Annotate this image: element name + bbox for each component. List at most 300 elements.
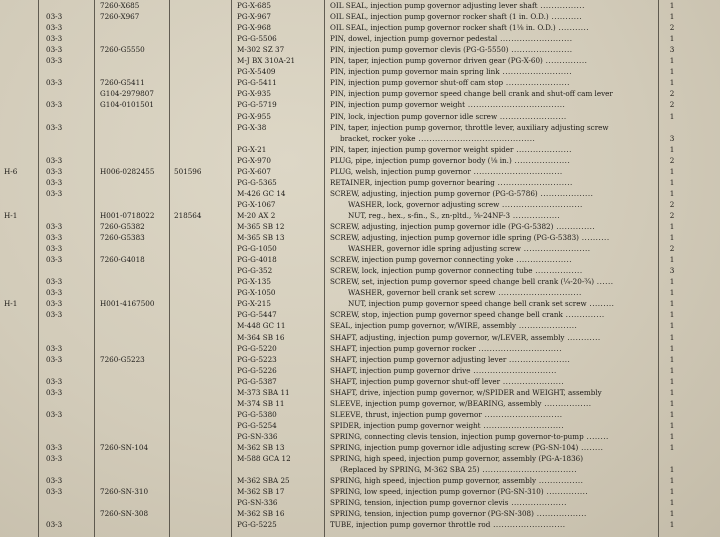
table-row <box>0 321 720 331</box>
part-number: M-373 SBA 11 <box>237 387 290 397</box>
dot-leader: ............................. <box>480 420 565 430</box>
part-number: PG-G-4018 <box>237 255 277 265</box>
part-description <box>330 288 652 298</box>
dot-leader: ...................... <box>506 354 571 364</box>
part-description <box>330 45 652 55</box>
dot-leader: .............................. <box>470 365 557 375</box>
part-number: M-365 SB 12 <box>237 222 285 231</box>
part-number: PG-X-607 <box>237 166 271 176</box>
table-row <box>0 222 720 232</box>
dot-leader: ................................ <box>470 166 563 176</box>
dot-leader: .......... <box>578 233 610 243</box>
manufacturer-part-number: G104-0101501 <box>100 100 154 110</box>
quantity: 1 <box>669 1 675 10</box>
part-description <box>330 399 652 409</box>
part-number: M-364 SB 16 <box>237 332 285 342</box>
description-text: PIN, injection pump governor shut-off cam stop <box>330 78 504 88</box>
manufacturer-part-number: H006-0282455 <box>100 166 155 176</box>
part-number: PG-X-5409 <box>237 67 276 77</box>
manufacturer-part-number: 7260-G5411 <box>100 78 145 88</box>
table-row <box>0 134 720 144</box>
description-text: PIN, injection pump governor weight <box>330 100 466 110</box>
group-number: 03-3 <box>46 288 63 298</box>
description-text: SPRING, tension, injection pump governor clevis <box>330 498 509 508</box>
table-row <box>0 34 720 44</box>
table-row <box>0 487 720 497</box>
quantity: 1 <box>669 222 675 231</box>
table-row <box>0 310 720 320</box>
quantity: 1 <box>669 343 675 353</box>
description-text: SPRING, high speed, injection pump governor, assembly <box>330 476 537 486</box>
table-row <box>0 255 720 265</box>
group-number: 03-3 <box>46 454 63 464</box>
dot-leader: .................... <box>508 498 567 508</box>
part-description <box>330 277 652 287</box>
dot-leader: ........... <box>555 23 590 33</box>
table-row <box>0 299 720 309</box>
table-row <box>0 443 720 453</box>
part-number: PG-X-38 <box>237 122 267 132</box>
quantity: 1 <box>669 376 675 386</box>
part-number: M-20 AX 2 <box>237 210 276 220</box>
quantity: 1 <box>669 487 675 497</box>
part-number: PG-X-685 <box>237 1 271 10</box>
quantity: 1 <box>669 111 675 121</box>
part-description <box>330 156 652 166</box>
description-text: SPRING, high speed, injection pump governor, assembly (PG-A-1836) <box>330 454 584 464</box>
description-text: PIN, taper, injection pump governor, throttle lever, auxiliary adjusting screw <box>330 122 609 132</box>
table-row <box>0 167 720 177</box>
part-description <box>330 388 652 398</box>
part-description <box>330 443 652 453</box>
manufacturer-part-number: 7260-G5382 <box>100 222 145 231</box>
description-text: bracket, rocker yoke <box>340 133 416 143</box>
group-number: 03-3 <box>46 34 63 44</box>
part-number: PG-X-968 <box>237 23 271 33</box>
part-number: PG-G-5380 <box>237 409 277 419</box>
part-number: PG-X-955 <box>237 111 271 121</box>
part-number: M-365 SB 13 <box>237 233 285 243</box>
quantity: 1 <box>669 476 675 486</box>
table-row <box>0 520 720 530</box>
table-row <box>0 432 720 442</box>
part-number: PG-G-5719 <box>237 100 277 110</box>
part-description <box>330 255 652 265</box>
table-row <box>0 23 720 33</box>
dot-leader: ........................ <box>520 244 591 254</box>
part-number: PG-G-5506 <box>237 34 277 44</box>
dot-leader: ...................... <box>500 376 565 386</box>
table-row <box>0 377 720 387</box>
manufacturer-part-number: 7260-SN-310 <box>100 487 149 497</box>
table-row <box>0 410 720 420</box>
table-row <box>0 1 720 11</box>
part-description <box>330 134 652 144</box>
part-number: PG-X-135 <box>237 277 271 287</box>
description-text: SCREW, lock, injection pump governor connecting tube <box>330 266 533 276</box>
part-number: M-374 SB 11 <box>237 398 285 408</box>
dot-leader: .................... <box>513 255 573 265</box>
description-text: PIN, dowel, injection pump governor pedestal <box>330 34 498 44</box>
table-row <box>0 454 720 464</box>
description-text: OIL SEAL, injection pump governor rocker shaft (1 in. O.D.) <box>330 12 549 22</box>
part-number: PG-SN-336 <box>237 498 278 508</box>
dot-leader: ........ <box>583 431 609 441</box>
part-number: PG-G-5225 <box>237 520 277 530</box>
part-description <box>330 89 652 99</box>
table-row <box>0 89 720 99</box>
part-description <box>330 465 652 475</box>
part-description <box>330 1 652 11</box>
part-description <box>330 233 652 243</box>
quantity: 1 <box>669 509 675 519</box>
group-number: 03-3 <box>46 56 63 66</box>
description-text: SHAFT, drive, injection pump governor, w/SPIDER and WEIGHT, assembly <box>330 387 602 397</box>
quantity: 1 <box>669 166 675 176</box>
group-number: 03-3 <box>46 244 63 254</box>
quantity: 1 <box>669 420 675 430</box>
dot-leader: ............... <box>542 56 588 66</box>
group-number: 03-3 <box>46 520 63 530</box>
group-number: 03-3 <box>46 155 63 165</box>
dot-leader: .................... <box>511 155 571 165</box>
quantity: 3 <box>669 266 675 276</box>
description-text: PIN, injection pump governor clevis (PG-G-5550) <box>330 45 509 55</box>
description-text: (Replaced by SPRING, M-362 SBA 25) <box>340 465 480 475</box>
dot-leader: ................... <box>537 188 594 198</box>
description-text: WASHER, governor idle spring adjusting screw <box>348 244 521 254</box>
table-row <box>0 112 720 122</box>
manufacturer-part-number: H001-4167500 <box>100 299 155 309</box>
part-description <box>330 410 652 420</box>
dot-leader: ................ <box>536 476 584 486</box>
quantity: 1 <box>669 365 675 375</box>
part-description <box>330 355 652 365</box>
dot-leader: ................................... <box>465 100 566 110</box>
part-number: M-362 SB 13 <box>237 443 285 452</box>
dot-leader: ............................ <box>481 409 563 419</box>
table-row <box>0 498 720 508</box>
description-text: SCREW, stop, injection pump governor speed change bell crank <box>330 310 563 320</box>
quantity: 2 <box>669 244 675 254</box>
quantity: 1 <box>669 409 675 419</box>
group-number: 03-3 <box>46 277 63 287</box>
part-description <box>330 12 652 22</box>
description-text: SEAL, injection pump governor, w/WIRE, assembly <box>330 321 517 331</box>
part-description <box>330 377 652 387</box>
description-text: OIL SEAL, injection pump governor rocker shaft (1⅛ in. O.D.) <box>330 23 556 33</box>
group-number: 03-3 <box>46 188 63 198</box>
part-description <box>330 487 652 497</box>
table-row <box>0 399 720 409</box>
dot-leader: .......................................... <box>415 133 536 143</box>
stock-number: 218564 <box>174 210 202 220</box>
table-row <box>0 344 720 354</box>
manufacturer-part-number: 7260-G4018 <box>100 255 145 265</box>
description-text: SLEEVE, thrust, injection pump governor <box>330 409 482 419</box>
part-description <box>330 67 652 77</box>
table-row <box>0 366 720 376</box>
part-description <box>330 78 652 88</box>
description-text: PIN, injection pump governor speed change bell crank and shut-off cam lever <box>330 89 613 99</box>
description-text: SPRING, tension, injection pump governor (PG-SN-308) <box>330 509 534 519</box>
dot-leader: .................................. <box>479 465 578 475</box>
dot-leader: .............. <box>562 310 605 320</box>
group-number: 03-3 <box>46 45 63 55</box>
part-number: PG-G-1050 <box>237 244 277 254</box>
dot-leader: ............... <box>543 487 589 497</box>
manufacturer-part-number: 7260-X685 <box>100 1 140 10</box>
part-number: PG-G-5254 <box>237 420 277 430</box>
table-row <box>0 12 720 22</box>
quantity: 1 <box>669 354 675 364</box>
quantity: 1 <box>669 520 675 530</box>
part-description <box>330 421 652 431</box>
dot-leader: ..................... <box>516 321 578 331</box>
description-text: NUT, injection pump governor speed change bell crank set screw <box>348 299 587 309</box>
part-description <box>330 145 652 155</box>
description-text: SCREW, injection pump governor connecting yoke <box>330 255 514 265</box>
dot-leader: .................. <box>533 509 587 519</box>
quantity: 1 <box>669 277 675 287</box>
part-number: M-448 GC 11 <box>237 321 286 331</box>
dot-leader: ........... <box>548 12 583 22</box>
quantity: 1 <box>669 443 675 452</box>
table-row <box>0 277 720 287</box>
part-description <box>330 200 652 210</box>
part-description <box>330 189 652 199</box>
table-row <box>0 100 720 110</box>
part-number: M-588 GCA 12 <box>237 454 291 464</box>
part-description <box>330 266 652 276</box>
part-description <box>330 222 652 232</box>
quantity: 1 <box>669 387 675 397</box>
part-number: PG-X-935 <box>237 89 271 99</box>
part-number: PG-G-5220 <box>237 343 277 353</box>
quantity: 2 <box>669 210 675 220</box>
group-number: 03-3 <box>46 255 63 265</box>
dot-leader: ........ <box>578 443 604 452</box>
group-number: 03-3 <box>46 23 63 33</box>
quantity: 1 <box>669 310 675 320</box>
group-number: 03-3 <box>46 100 63 110</box>
part-number: PG-SN-336 <box>237 431 278 441</box>
table-row <box>0 476 720 486</box>
quantity: 1 <box>669 56 675 66</box>
table-row <box>0 178 720 188</box>
table-row <box>0 56 720 66</box>
dot-leader: ........................... <box>494 177 573 187</box>
dot-leader: ...... <box>594 277 614 287</box>
quantity: 2 <box>669 155 675 165</box>
group-number: 03-3 <box>46 166 63 176</box>
manufacturer-part-number: 7260-G5223 <box>100 354 145 364</box>
table-row <box>0 333 720 343</box>
quantity: 2 <box>669 100 675 110</box>
description-text: WASHER, lock, governor adjusting screw <box>348 199 500 209</box>
dot-leader: .................... <box>513 144 572 154</box>
group-number: 03-3 <box>46 78 63 88</box>
dot-leader: ................. <box>541 398 592 408</box>
quantity: 1 <box>669 255 675 265</box>
part-number: M-362 SB 16 <box>237 509 285 519</box>
description-text: SHAFT, adjusting, injection pump governor, w/LEVER, assembly <box>330 332 565 342</box>
description-text: SHAFT, injection pump governor shut-off lever <box>330 376 501 386</box>
part-description <box>330 112 652 122</box>
quantity: 1 <box>669 465 675 475</box>
table-row <box>0 465 720 475</box>
part-number: PG-G-5411 <box>237 78 277 88</box>
group-number: 03-3 <box>46 12 63 22</box>
description-text: SPIDER, injection pump governor weight <box>330 420 481 430</box>
description-text: TUBE, injection pump governor throttle rod <box>330 520 491 530</box>
description-text: SHAFT, injection pump governor drive <box>330 365 471 375</box>
manufacturer-part-number: 7260-G5383 <box>100 233 145 243</box>
description-text: PLUG, pipe, injection pump governor body (⅛ in.) <box>330 155 512 165</box>
group-number: 03-3 <box>46 354 63 364</box>
quantity: 3 <box>669 45 675 55</box>
part-description <box>330 100 652 110</box>
dot-leader: ......... <box>586 299 615 309</box>
quantity: 1 <box>669 67 675 77</box>
group-number: 03-3 <box>46 177 63 187</box>
description-text: PLUG, welsh, injection pump governor <box>330 166 471 176</box>
table-row <box>0 145 720 155</box>
description-text: SCREW, set, injection pump governor speed change bell crank (¼-20-¾) <box>330 277 595 287</box>
table-row <box>0 233 720 243</box>
quantity: 3 <box>669 133 675 143</box>
part-description <box>330 34 652 44</box>
group-number: 03-3 <box>46 299 63 309</box>
manufacturer-part-number: G104-2979807 <box>100 89 154 99</box>
manufacturer-part-number: 7260-SN-308 <box>100 509 149 519</box>
part-description <box>330 520 652 530</box>
table-row <box>0 355 720 365</box>
dot-leader: ........................ <box>497 111 567 121</box>
dot-leader: ............................. <box>499 199 583 209</box>
table-row <box>0 211 720 221</box>
part-description <box>330 333 652 343</box>
table-row <box>0 288 720 298</box>
description-text: SLEEVE, injection pump governor, w/BEARING, assembly <box>330 398 542 408</box>
dot-leader: ......................... <box>499 67 573 77</box>
quantity: 1 <box>669 321 675 331</box>
part-description <box>330 321 652 331</box>
table-row <box>0 123 720 133</box>
quantity: 1 <box>669 498 675 508</box>
table-row <box>0 78 720 88</box>
table-row <box>0 244 720 254</box>
quantity: 1 <box>669 431 675 441</box>
dot-leader: ................ <box>537 1 585 10</box>
part-number: PG-X-215 <box>237 299 271 309</box>
dot-leader: ....................... <box>503 78 570 88</box>
part-number: PG-X-21 <box>237 144 267 154</box>
part-number: PG-X-970 <box>237 155 271 165</box>
part-number: PG-X-1067 <box>237 199 276 209</box>
table-row <box>0 509 720 519</box>
part-description <box>330 211 652 221</box>
part-description <box>330 178 652 188</box>
dot-leader: ................. <box>532 266 583 276</box>
part-description <box>330 310 652 320</box>
quantity: 1 <box>669 398 675 408</box>
quantity: 2 <box>669 89 675 99</box>
quantity: 1 <box>669 144 675 154</box>
description-text: OIL SEAL, injection pump governor adjusting lever shaft <box>330 1 538 10</box>
part-description <box>330 344 652 354</box>
quantity: 1 <box>669 78 675 88</box>
part-number: PG-G-5226 <box>237 365 277 375</box>
stock-number: 501596 <box>174 166 202 176</box>
group-number: 03-3 <box>46 443 63 452</box>
group-number: 03-3 <box>46 376 63 386</box>
part-number: PG-X-967 <box>237 12 271 22</box>
group-number: 03-3 <box>46 233 63 243</box>
dot-leader: .......................... <box>490 520 566 530</box>
table-row <box>0 388 720 398</box>
figure-ref: H-6 <box>4 166 18 176</box>
description-text: RETAINER, injection pump governor bearing <box>330 177 495 187</box>
part-number: M-302 SZ 37 <box>237 45 285 55</box>
part-description <box>330 432 652 442</box>
dot-leader: ...................... <box>508 45 573 55</box>
dot-leader: ................. <box>510 210 561 220</box>
quantity: 1 <box>669 34 675 44</box>
part-number: PG-G-5365 <box>237 177 277 187</box>
part-description <box>330 167 652 177</box>
part-description <box>330 299 652 309</box>
dot-leader: ............ <box>564 332 601 342</box>
part-description <box>330 56 652 66</box>
group-number: 03-3 <box>46 222 63 231</box>
description-text: WASHER, governor bell crank set screw <box>348 288 496 298</box>
part-description <box>330 366 652 376</box>
quantity: 1 <box>669 299 675 309</box>
description-text: NUT, reg., hex., s-fin., S., zn-pltd., ⅝-24NF-3 <box>348 210 511 220</box>
table-row <box>0 189 720 199</box>
part-number: M-362 SBA 25 <box>237 476 290 486</box>
table-row <box>0 45 720 55</box>
part-number: M-J BX 310A-21 <box>237 56 296 66</box>
group-number: 03-3 <box>46 122 63 132</box>
part-number: M-362 SB 17 <box>237 487 285 497</box>
dot-leader: .............................. <box>475 343 562 353</box>
quantity: 1 <box>669 177 675 187</box>
table-row <box>0 67 720 77</box>
description-text: SHAFT, injection pump governor rocker <box>330 343 476 353</box>
part-description <box>330 244 652 254</box>
quantity: 1 <box>669 188 675 198</box>
description-text: SHAFT, injection pump governor adjusting lever <box>330 354 507 364</box>
description-text: SCREW, adjusting, injection pump governor idle (PG-G-5382) <box>330 222 554 231</box>
figure-ref: H-1 <box>4 299 18 309</box>
figure-ref: H-1 <box>4 210 18 220</box>
part-description <box>330 123 652 133</box>
part-description <box>330 476 652 486</box>
dot-leader: .............................. <box>495 288 582 298</box>
part-number: PG-G-352 <box>237 266 273 276</box>
description-text: PIN, injection pump governor main spring link <box>330 67 500 77</box>
part-description <box>330 498 652 508</box>
table-row <box>0 421 720 431</box>
manufacturer-part-number: 7260-X967 <box>100 12 140 22</box>
part-description <box>330 509 652 519</box>
quantity: 1 <box>669 288 675 298</box>
part-description <box>330 454 652 464</box>
quantity: 1 <box>669 12 675 22</box>
group-number: 03-3 <box>46 487 63 497</box>
